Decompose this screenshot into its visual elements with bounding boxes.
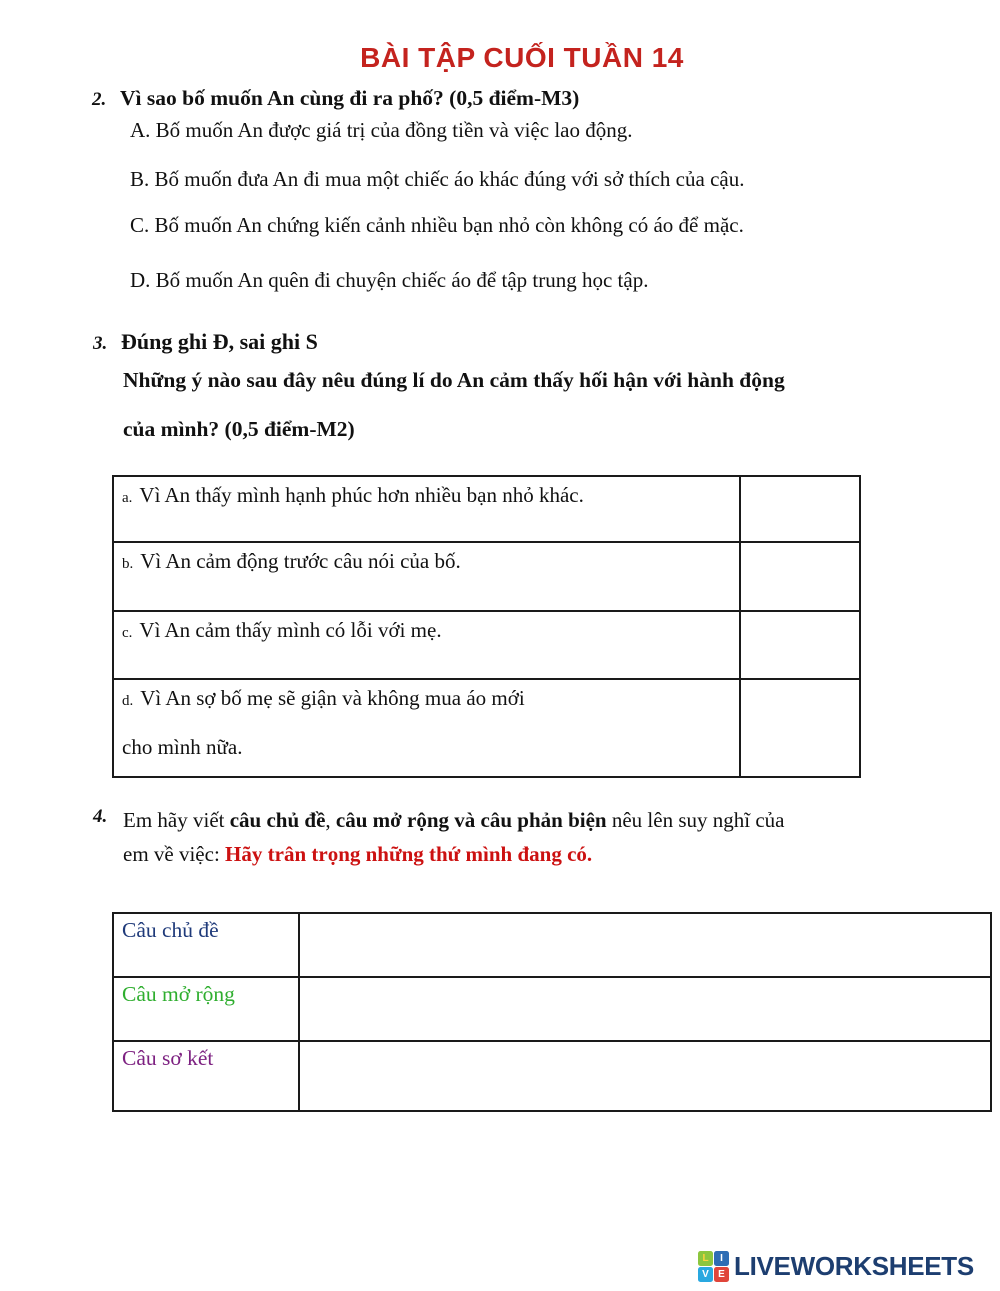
question-4-text-line2 <box>123 837 592 871</box>
row-label-c: c. <box>122 625 133 641</box>
statement-cell-b <box>113 542 740 611</box>
question-3-subheading-line2: của mình? (0,5 điểm-M2) <box>123 417 355 441</box>
question-2-option-a: A. Bố muốn An được giá trị của đồng tiền và việc lao động. <box>130 118 633 142</box>
page-title: BÀI TẬP CUỐI TUẦN 14 <box>360 42 684 73</box>
q4-seg-plain: Em hãy viết <box>123 808 230 832</box>
logo-tile-l: L <box>698 1251 713 1266</box>
question-3-number: 3. <box>93 333 108 354</box>
input-cell-topic-sentence[interactable] <box>299 913 991 977</box>
answer-cell-c[interactable] <box>740 611 860 679</box>
q4-seg-plain: nêu lên suy nghĩ của <box>606 808 785 832</box>
question-3-subheading-line1: Những ý nào sau đây nêu đúng lí do An cảm thấy hối hận với hành động <box>123 368 785 392</box>
input-cell-closing-sentence[interactable] <box>299 1041 991 1111</box>
question-3-text: Đúng ghi Đ, sai ghi S <box>121 329 318 354</box>
table-row <box>113 476 860 542</box>
q4-seg-bold: câu mở rộng và câu phản biện <box>335 808 607 832</box>
sentence-writing-table <box>112 912 992 1112</box>
q4-seg-plain: em về việc: <box>123 842 226 866</box>
statement-cell-d <box>113 679 740 777</box>
table-row <box>113 977 991 1041</box>
q4-seg-bold: câu chủ đề <box>229 808 326 832</box>
row-label-d: d. <box>122 693 134 709</box>
statement-text-d-line2: cho mình nữa. <box>122 735 243 759</box>
input-cell-expansion-sentence[interactable] <box>299 977 991 1041</box>
logo-tile-v: V <box>698 1267 713 1282</box>
table-row <box>113 542 860 611</box>
label-cell-topic-sentence: Câu chủ đề <box>113 913 299 977</box>
question-2-text: Vì sao bố muốn An cùng đi ra phố? (0,5 điểm-M3) <box>120 86 580 110</box>
question-2-option-c: C. Bố muốn An chứng kiến cảnh nhiều bạn nhỏ còn không có áo để mặc. <box>130 213 744 237</box>
question-4-number: 4. <box>93 806 108 827</box>
liveworksheets-logo <box>698 1251 974 1282</box>
table-row <box>113 679 860 777</box>
statement-text-b: Vì An cảm động trước câu nói của bố. <box>140 549 461 573</box>
q4-red-emphasis: Hãy trân trọng những thứ mình đang có. <box>225 842 593 866</box>
liveworksheets-logo-icon <box>698 1251 729 1282</box>
table-row <box>113 913 991 977</box>
statement-text-c: Vì An cảm thấy mình có lỗi với mẹ. <box>139 618 442 642</box>
answer-cell-a[interactable] <box>740 476 860 542</box>
liveworksheets-wordmark: LIVEWORKSHEETS <box>734 1251 974 1281</box>
answer-cell-b[interactable] <box>740 542 860 611</box>
row-label-a: a. <box>122 490 133 506</box>
question-4-text-line1 <box>123 803 784 837</box>
statement-text-a: Vì An thấy mình hạnh phúc hơn nhiều bạn nhỏ khác. <box>139 483 584 507</box>
question-2-option-b: B. Bố muốn đưa An đi mua một chiếc áo khác đúng với sở thích của cậu. <box>130 167 745 191</box>
question-2-option-d: D. Bố muốn An quên đi chuyện chiếc áo để tập trung học tập. <box>130 268 649 292</box>
true-false-table <box>112 475 861 778</box>
question-3-heading <box>93 329 318 355</box>
statement-cell-a <box>113 476 740 542</box>
label-cell-expansion-sentence: Câu mở rộng <box>113 977 299 1041</box>
q4-seg-plain: , <box>325 808 336 832</box>
logo-tile-i: I <box>714 1251 729 1266</box>
question-2-number: 2. <box>92 89 107 110</box>
table-row <box>113 611 860 679</box>
statement-cell-c <box>113 611 740 679</box>
answer-cell-d[interactable] <box>740 679 860 777</box>
statement-text-d-line1: Vì An sợ bố mẹ sẽ giận và không mua áo mới <box>140 686 525 710</box>
question-2-heading <box>92 86 579 111</box>
logo-tile-e: E <box>714 1267 729 1282</box>
table-row <box>113 1041 991 1111</box>
row-label-b: b. <box>122 556 134 572</box>
label-cell-closing-sentence: Câu sơ kết <box>113 1041 299 1111</box>
